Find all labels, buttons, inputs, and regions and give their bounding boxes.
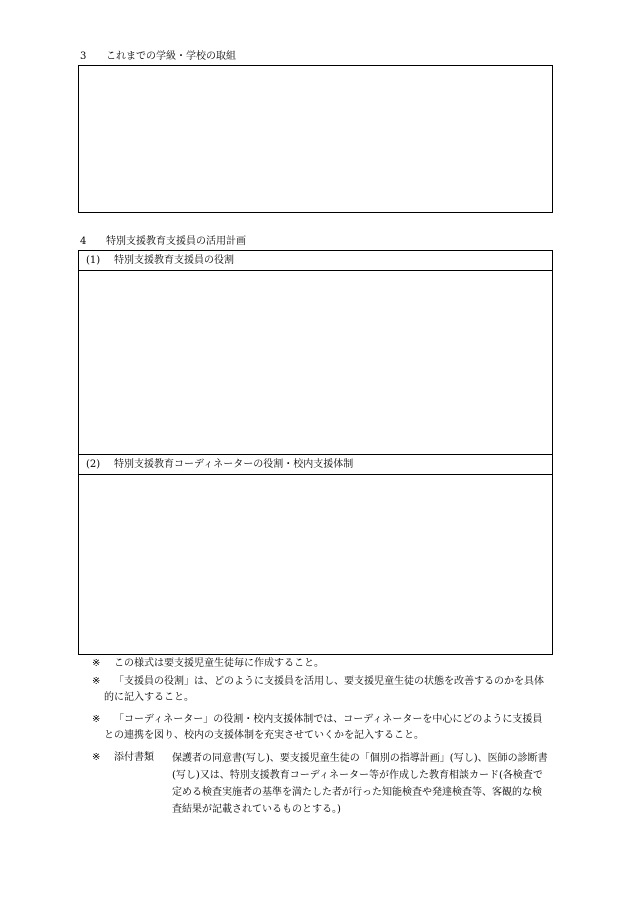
sub1-label	[86, 255, 234, 267]
sub2-entry-area[interactable]	[79, 475, 552, 654]
note4-mark: ※	[92, 752, 101, 763]
note3-mark: ※	[92, 714, 101, 725]
sub2-label	[86, 459, 353, 471]
section3-heading	[80, 51, 236, 63]
sub1-number: (1)	[86, 255, 101, 266]
note3-text: 「コーディネーター」の役割・校内支援体制では、コーディネーターを中心にどのように支援員との連携を図り、校内の支援体制を充実させていくかを記入すること。	[104, 714, 543, 741]
note4-label: 添付書類	[114, 752, 154, 763]
note2-text: 「支援員の役割」は、どのように支援員を活用し、要支援児童生徒の状態を改善するのかを具体的に記入すること。	[104, 676, 544, 703]
sub1-entry-area[interactable]	[79, 271, 552, 453]
note1-text: この様式は要支援児童生徒毎に作成すること。	[114, 658, 324, 669]
sub1-sub2-divider	[78, 454, 553, 455]
sub2-title: 特別支援教育コーディネーターの役割・校内支援体制	[114, 459, 354, 470]
section3-entry-box[interactable]	[78, 65, 553, 213]
section4-heading	[80, 236, 246, 248]
sub2-number: (2)	[86, 459, 101, 470]
section4-title: 特別支援教育支援員の活用計画	[106, 236, 246, 247]
sub1-title: 特別支援教育支援員の役割	[114, 255, 234, 266]
section3-number: 3	[80, 51, 87, 62]
note2-mark: ※	[92, 676, 101, 687]
note4-text: 保護者の同意書(写し)、要支援児童生徒の「個別の指導計画」(写し)、医師の診断書(写し)又は、特別支援教育コーディネーター等が作成した教育相談カード(各検査で定める検査実施者の基準を満たした者が行った知能検査や発達検査等、客観的な検査結果が記載されているものとする。)	[172, 753, 548, 815]
note1-mark: ※	[92, 658, 101, 669]
section3-title: これまでの学級・学校の取組	[106, 51, 236, 62]
section4-number: 4	[80, 236, 87, 247]
